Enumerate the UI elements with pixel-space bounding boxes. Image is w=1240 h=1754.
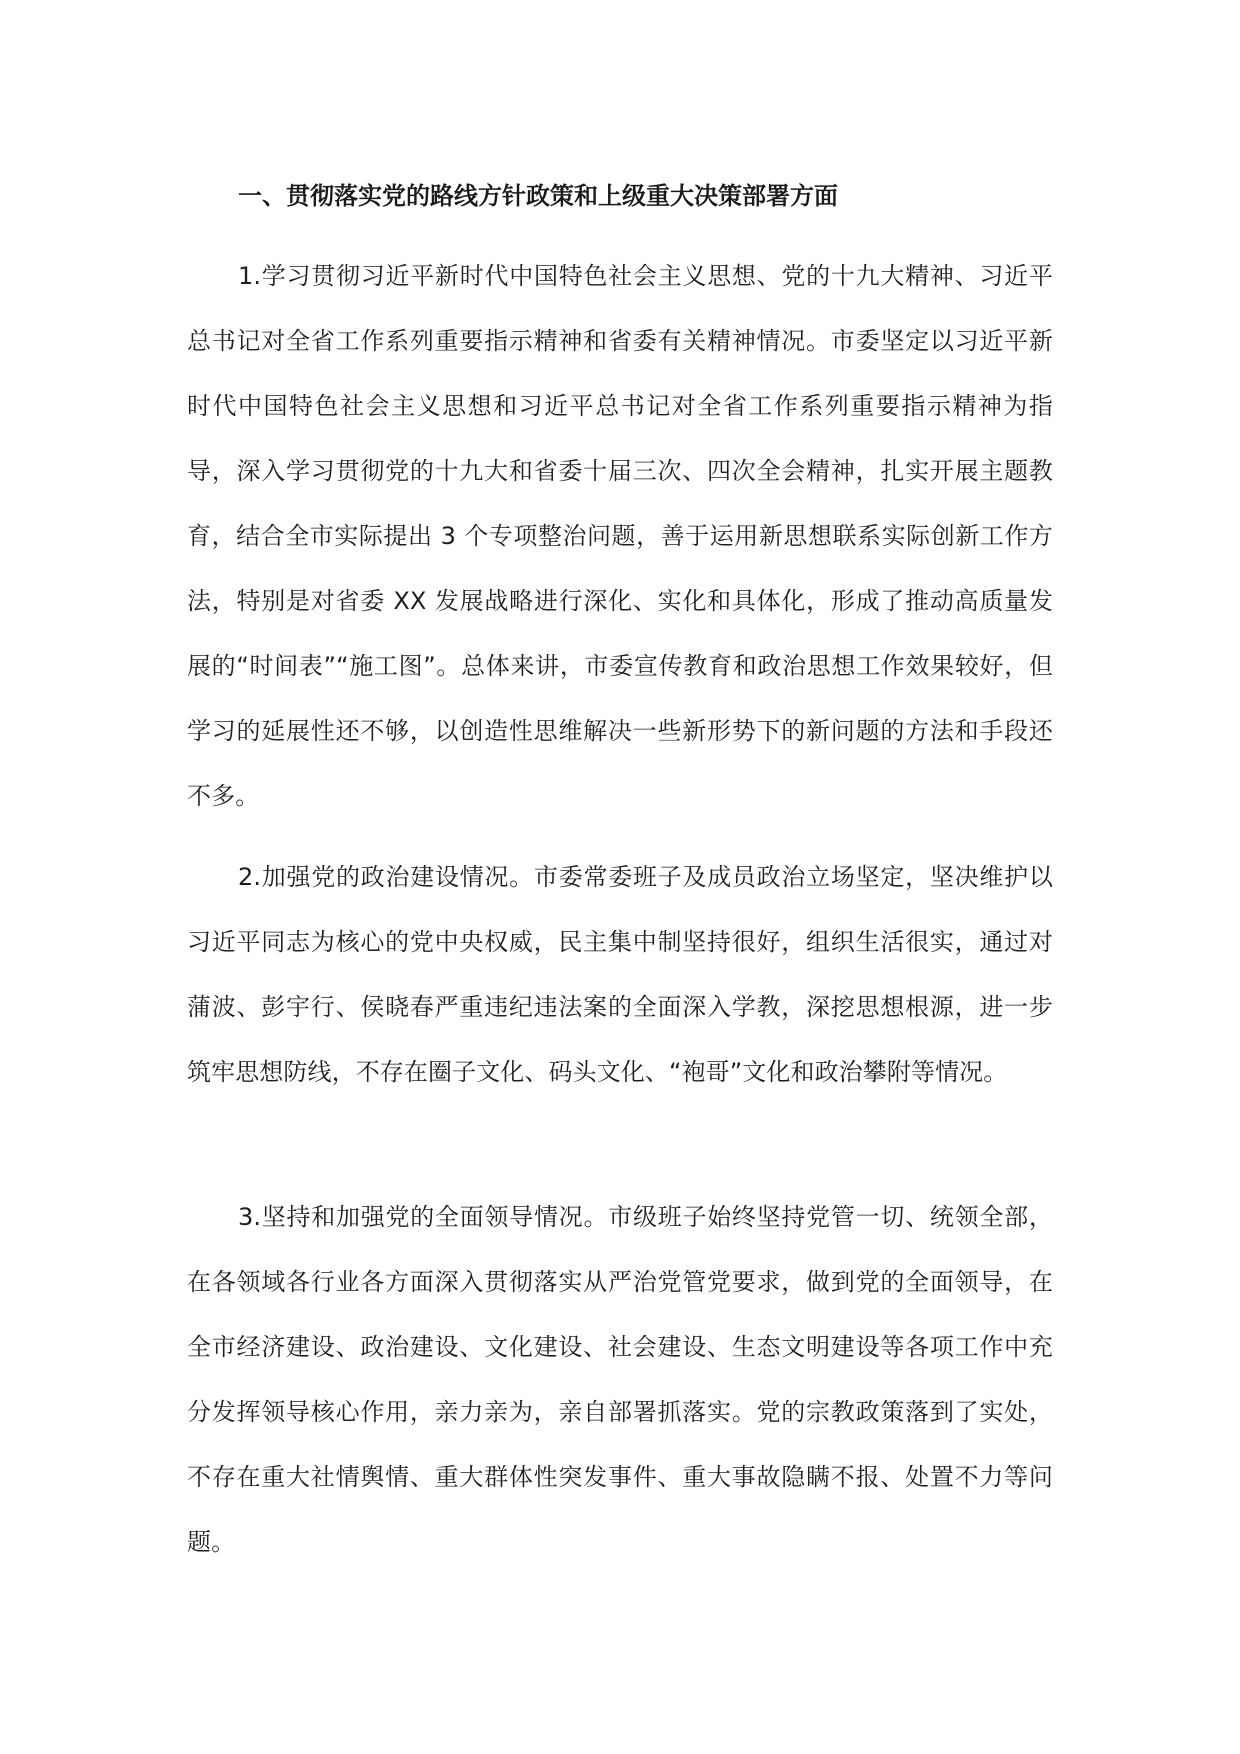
paragraph-study-implementation: 1.学习贯彻习近平新时代中国特色社会主义思想、党的十九大精神、习近平总书记对全省工作系列重要指示精神和省委有关精神情况。市委坚定以习近平新时代中国特色社会主义思想和习近平总书记对全省工作系列重要指示精神为指导，深入学习贯彻党的十九大和省委十届三次、四次全会精神，扎实开展主题教育，结合全市实际提出 3 个专项整治问题，善于运用新思想联系实际创新工作方法，特别是对省委 XX 发展战略进行深化、实化和具体化，形成了推动高质量发展的“时间表”“施工图”。总体来讲，市委宣传教育和政治思想工作效果较好，但学习的延展性还不够，以创造性思维解决一些新形势下的新问题的方法和手段还不多。 <box>187 262 1053 810</box>
paragraph-political-construction: 2.加强党的政治建设情况。市委常委班子及成员政治立场坚定，坚决维护以习近平同志为核心的党中央权威，民主集中制坚持很好，组织生活很实，通过对蒲波、彭宇行、侯晓春严重违纪违法案的全面深入学教，深挖思想根源，进一步筑牢思想防线，不存在圈子文化、码头文化、“袍哥”文化和政治攀附等情况。 <box>187 863 1053 1086</box>
section-heading: 一、贯彻落实党的路线方针政策和上级重大决策部署方面 <box>238 182 838 210</box>
paragraph-party-leadership: 3.坚持和加强党的全面领导情况。市级班子始终坚持党管一切、统领全部，在各领域各行业各方面深入贯彻落实从严治党管党要求，做到党的全面领导，在全市经济建设、政治建设、文化建设、社会建设、生态文明建设等各项工作中充分发挥领导核心作用，亲力亲为，亲自部署抓落实。党的宗教政策落到了实处，不存在重大社情舆情、重大群体性突发事件、重大事故隐瞒不报、处置不力等问题。 <box>187 1203 1053 1556</box>
